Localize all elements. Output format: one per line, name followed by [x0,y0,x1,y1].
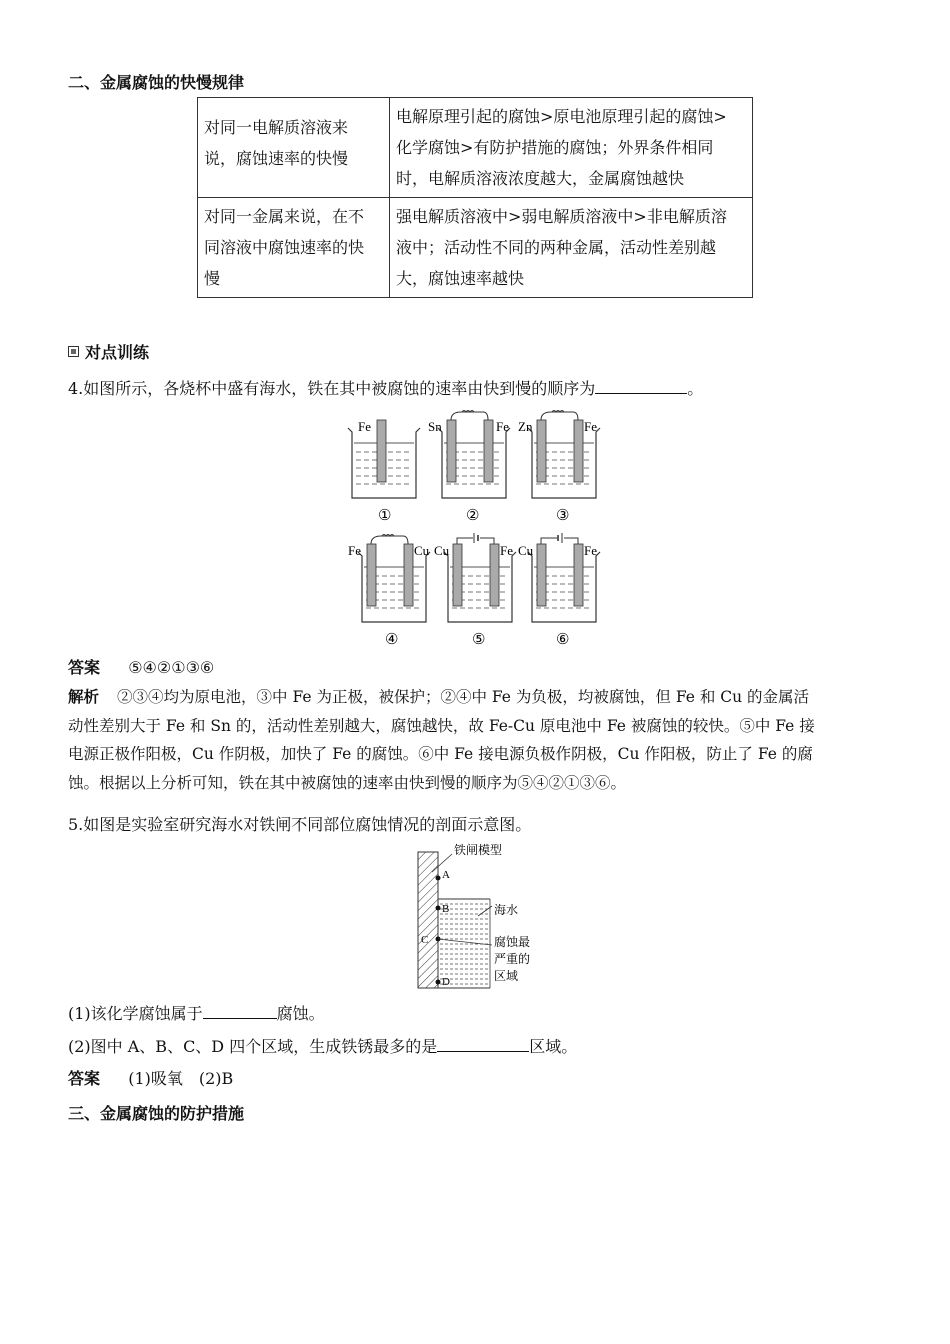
practice-header [68,340,149,363]
electrode-label: Fe [358,419,371,434]
table-row [198,198,753,298]
section-title-3: 三、金属腐蚀的防护措施 [68,1104,245,1123]
electrode-label: Fe [496,419,509,434]
table-row [198,98,753,198]
model-label: 铁闸模型 [454,843,503,857]
zone-label: 腐蚀最 [494,935,531,949]
beaker-6 [518,533,600,648]
q4-analysis: 解析 ②③④均为原电池，③中 Fe 为正极，被保护；②④中 Fe 为负极，均被腐蚀，但 Fe 和 Cu 的金属活 动性差别大于 Fe 和 Sn 的，活动性差别越大，腐蚀越快，故 Fe-Cu 原电池中 Fe 被腐蚀的较快。⑤中 Fe 接 电源正极作阳极，Cu 作阴极，加快了 Fe 的腐蚀。⑥中 Fe 接电源负极作阴极，Cu 作阳极，防止了 Fe 的腐 蚀。根据以上分析可知，铁在其中被腐蚀的速率由快到慢的顺序为⑤④②①③⑥。 [68,688,815,792]
answer-blank[interactable] [595,379,687,394]
electrode-label: Cu [414,543,430,558]
table-cell: 强电解质溶液中>弱电解质溶液中>非电解质溶 液中；活动性不同的两种金属，活动性差别越 大，腐蚀速率越快 [390,198,753,298]
point-label: B [442,903,450,915]
beaker-number: ⑤ [472,632,486,648]
q4-answer [68,657,214,679]
answer-text: ⑤④②①③⑥ [128,658,215,677]
analysis-label: 解析 [68,688,100,706]
iron-gate-figure [410,842,560,992]
electrode-label: Cu [434,543,450,558]
answer-label: 答案 [68,1069,101,1088]
beakers-figure [340,410,610,650]
electrode-label: Fe [500,543,513,558]
point-label: D [442,976,450,988]
table-cell: 对同一电解质溶液来 说，腐蚀速率的快慢 [198,98,390,198]
electrode-label: Sn [428,419,442,434]
q5-sub2: (2)图中 A、B、C、D 四个区域，生成铁锈最多的是 区域。 [68,1037,578,1056]
electrode-label: Fe [584,543,597,558]
answer-blank[interactable] [437,1037,529,1052]
q5-answer [68,1068,233,1090]
answer-blank[interactable] [203,1004,277,1019]
square-icon [68,346,79,357]
practice-label: 对点训练 [85,343,150,362]
question-4: 4.如图所示，各烧杯中盛有海水，铁在其中被腐蚀的速率由快到慢的顺序为 。 [68,379,704,398]
beaker-5 [434,533,516,648]
q5-sub1: (1)该化学腐蚀属于 腐蚀。 [68,1004,325,1023]
zone-label: 严重的 [494,952,531,966]
beaker-number: ① [378,508,392,524]
beaker-number: ⑥ [556,632,570,648]
beaker-3 [518,411,600,525]
beaker-number: ③ [556,508,570,524]
electrode-label: Fe [348,543,361,558]
electrode-label: Cu [518,543,534,558]
table-cell: 电解原理引起的腐蚀>原电池原理引起的腐蚀> 化学腐蚀>有防护措施的腐蚀；外界条件相同 时，电解质溶液浓度越大，金属腐蚀越快 [390,98,753,198]
question-5: 5.如图是实验室研究海水对铁闸不同部位腐蚀情况的剖面示意图。 [68,815,532,834]
beaker-4 [348,535,430,649]
water-label: 海水 [494,903,519,917]
beaker-number: ② [466,508,480,524]
answer-label: 答案 [68,658,101,677]
point-label: A [442,869,450,881]
answer-text: (1)吸氧 (2)B [128,1069,234,1088]
beaker-1 [348,419,420,524]
electrode-label: Fe [584,419,597,434]
beaker-number: ④ [385,632,399,648]
electrode-label: Zn [518,419,533,434]
point-label: C [421,934,429,946]
zone-label: 区域 [494,969,519,983]
beaker-2 [428,411,510,525]
table-cell: 对同一金属来说，在不 同溶液中腐蚀速率的快 慢 [198,198,390,298]
corrosion-rate-table [197,97,753,298]
section-title-2: 二、金属腐蚀的快慢规律 [68,73,245,92]
